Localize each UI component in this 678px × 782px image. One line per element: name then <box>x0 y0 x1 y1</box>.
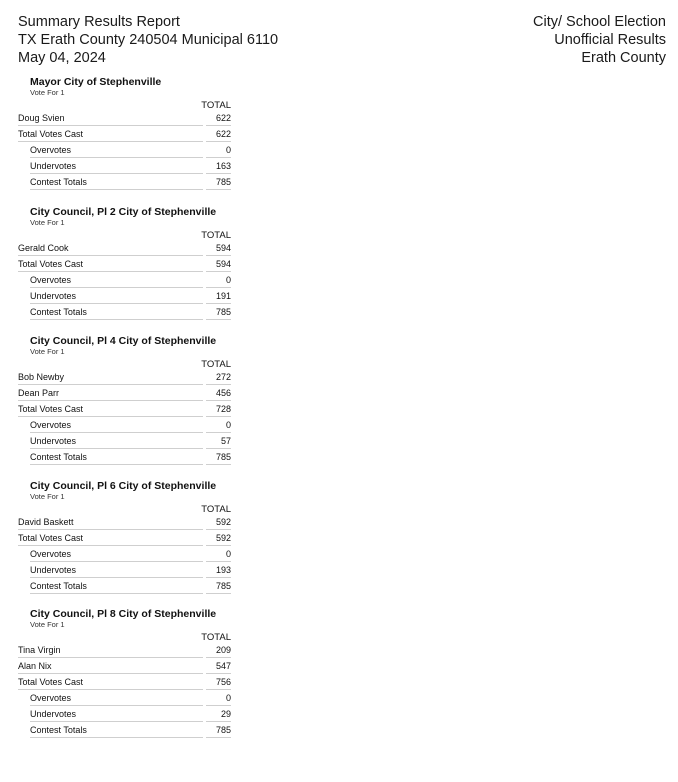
table-row <box>18 675 238 691</box>
report-header-right <box>533 13 666 67</box>
table-row <box>18 159 238 175</box>
row-value: 594 <box>206 259 231 272</box>
total-column-header: TOTAL <box>201 359 231 370</box>
table-row <box>18 515 238 531</box>
contest-council-pl2 <box>18 206 238 321</box>
table-row <box>18 386 238 402</box>
total-column-header: TOTAL <box>201 504 231 515</box>
row-label: Undervotes <box>30 161 203 174</box>
row-value: 0 <box>206 693 231 706</box>
row-label: Undervotes <box>30 291 203 304</box>
row-value: 193 <box>206 565 231 578</box>
election-name: City/ School Election <box>533 14 666 30</box>
table-row <box>18 305 238 321</box>
row-value: 0 <box>206 275 231 288</box>
table-row <box>18 547 238 563</box>
contest-title: City Council, Pl 6 City of Stephenville <box>30 480 217 492</box>
row-label: Contest Totals <box>30 177 203 190</box>
row-value: 29 <box>206 709 231 722</box>
report-jurisdiction: TX Erath County 240504 Municipal 6110 <box>18 32 279 48</box>
row-value: 728 <box>206 404 231 417</box>
total-column-header: TOTAL <box>201 230 231 241</box>
contest-title: Mayor City of Stephenville <box>30 76 162 88</box>
total-column-header: TOTAL <box>201 632 231 643</box>
county-name: Erath County <box>581 50 666 66</box>
row-value: 594 <box>206 243 231 256</box>
vote-for-label: Vote For 1 <box>30 492 65 501</box>
row-value: 756 <box>206 677 231 690</box>
results-status: Unofficial Results <box>554 32 666 48</box>
row-label: Contest Totals <box>30 725 203 738</box>
row-label: Dean Parr <box>18 388 203 401</box>
row-label: Bob Newby <box>18 372 203 385</box>
row-value: 592 <box>206 517 231 530</box>
table-row <box>18 643 238 659</box>
row-value: 785 <box>206 725 231 738</box>
table-row <box>18 127 238 143</box>
row-label: Doug Svien <box>18 113 203 126</box>
table-row <box>18 143 238 159</box>
table-row <box>18 659 238 675</box>
table-row <box>18 111 238 127</box>
total-column-header: TOTAL <box>201 100 231 111</box>
row-value: 785 <box>206 452 231 465</box>
table-row <box>18 707 238 723</box>
row-value: 622 <box>206 113 231 126</box>
table-row <box>18 450 238 466</box>
row-value: 785 <box>206 307 231 320</box>
row-value: 272 <box>206 372 231 385</box>
table-row <box>18 257 238 273</box>
row-label: Alan Nix <box>18 661 203 674</box>
row-label: Overvotes <box>30 693 203 706</box>
row-value: 547 <box>206 661 231 674</box>
table-row <box>18 434 238 450</box>
contest-title: City Council, Pl 8 City of Stephenville <box>30 608 217 620</box>
table-row <box>18 418 238 434</box>
row-label: Contest Totals <box>30 581 203 594</box>
row-label: David Baskett <box>18 517 203 530</box>
table-row <box>18 563 238 579</box>
table-row <box>18 273 238 289</box>
row-value: 785 <box>206 581 231 594</box>
vote-for-label: Vote For 1 <box>30 218 65 227</box>
table-row <box>18 370 238 386</box>
table-row <box>18 175 238 191</box>
row-label: Overvotes <box>30 275 203 288</box>
row-label: Gerald Cook <box>18 243 203 256</box>
table-row <box>18 241 238 257</box>
row-label: Overvotes <box>30 549 203 562</box>
row-label: Contest Totals <box>30 452 203 465</box>
row-value: 0 <box>206 549 231 562</box>
contest-title: City Council, Pl 2 City of Stephenville <box>30 206 217 218</box>
table-row <box>18 579 238 595</box>
row-value: 209 <box>206 645 231 658</box>
row-label: Contest Totals <box>30 307 203 320</box>
contest-council-pl6 <box>18 480 238 595</box>
row-label: Overvotes <box>30 145 203 158</box>
contest-title: City Council, Pl 4 City of Stephenville <box>30 335 217 347</box>
table-row <box>18 289 238 305</box>
table-row <box>18 402 238 418</box>
vote-for-label: Vote For 1 <box>30 347 65 356</box>
row-value: 785 <box>206 177 231 190</box>
row-value: 0 <box>206 420 231 433</box>
row-label: Total Votes Cast <box>18 404 203 417</box>
row-value: 592 <box>206 533 231 546</box>
row-label: Undervotes <box>30 709 203 722</box>
row-label: Tina Virgin <box>18 645 203 658</box>
contest-council-pl8 <box>18 608 238 739</box>
report-header-left <box>18 13 278 67</box>
row-value: 456 <box>206 388 231 401</box>
vote-for-label: Vote For 1 <box>30 620 65 629</box>
table-row <box>18 723 238 739</box>
row-label: Total Votes Cast <box>18 677 203 690</box>
row-label: Total Votes Cast <box>18 533 203 546</box>
row-label: Total Votes Cast <box>18 129 203 142</box>
row-label: Total Votes Cast <box>18 259 203 272</box>
contest-mayor <box>18 76 238 191</box>
row-value: 163 <box>206 161 231 174</box>
contest-council-pl4 <box>18 335 238 466</box>
row-value: 57 <box>206 436 231 449</box>
report-title: Summary Results Report <box>18 14 180 30</box>
vote-for-label: Vote For 1 <box>30 88 65 97</box>
row-label: Overvotes <box>30 420 203 433</box>
report-date: May 04, 2024 <box>18 50 106 66</box>
row-label: Undervotes <box>30 565 203 578</box>
table-row <box>18 691 238 707</box>
row-value: 0 <box>206 145 231 158</box>
table-row <box>18 531 238 547</box>
row-value: 622 <box>206 129 231 142</box>
row-label: Undervotes <box>30 436 203 449</box>
row-value: 191 <box>206 291 231 304</box>
